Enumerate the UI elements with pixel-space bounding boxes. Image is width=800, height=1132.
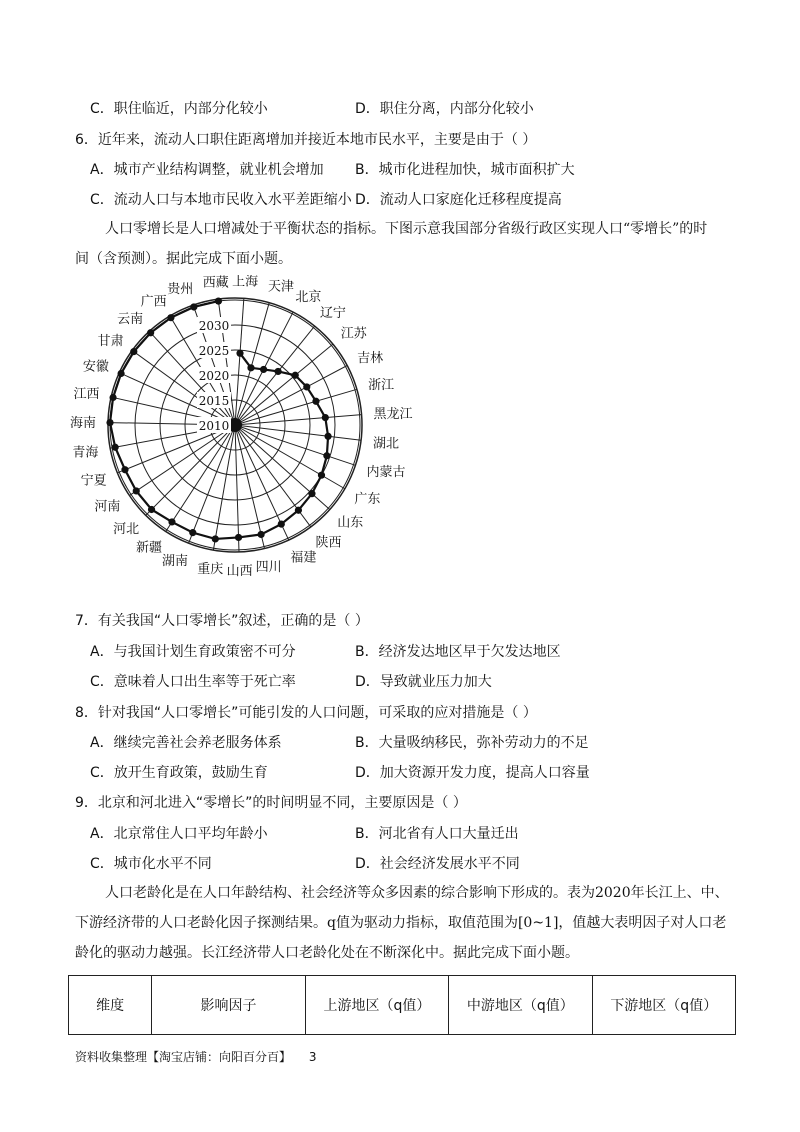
data-point xyxy=(295,507,302,514)
category-label: 青海 xyxy=(72,445,99,461)
radial-tick-label: 2020 xyxy=(198,369,230,383)
data-point xyxy=(189,529,196,536)
data-point xyxy=(133,487,140,494)
data-point xyxy=(106,419,113,426)
category-label: 广东 xyxy=(354,491,381,507)
q8-stem: 8．针对我国“人口零增长”可能引发的人口问题，可采取的应对措施是（ ） xyxy=(75,705,537,721)
category-label: 内蒙古 xyxy=(366,465,406,481)
q7-option-c: C．意味着人口出生率等于死亡率 xyxy=(90,674,296,690)
data-point xyxy=(308,490,315,497)
q9-option-b: B．河北省有人口大量迁出 xyxy=(355,826,519,842)
table-header-cell: 维度 xyxy=(69,976,152,1035)
q7-stem: 7．有关我国“人口零增长”叙述，正确的是（ ） xyxy=(75,613,369,629)
grid-spoke xyxy=(129,425,235,496)
intro1-line1: 人口零增长是人口增减处于平衡状态的指标。下图示意我国部分省级行政区实现人口“零增长”的时 xyxy=(105,221,708,237)
category-label: 贵州 xyxy=(167,282,194,298)
data-point xyxy=(258,531,265,538)
data-point xyxy=(190,303,197,310)
q9-stem: 9．北京和河北进入“零增长”的时间明显不同，主要原因是（ ） xyxy=(75,795,467,811)
category-label: 重庆 xyxy=(197,561,224,577)
data-point xyxy=(260,366,267,373)
data-point xyxy=(109,394,116,401)
q7-option-d: D．导致就业压力加大 xyxy=(355,674,492,690)
category-label: 福建 xyxy=(290,550,317,566)
q6-option-d: D．流动人口家庭化迁移程度提高 xyxy=(355,192,562,208)
category-label: 湖北 xyxy=(372,436,399,452)
data-point xyxy=(322,414,329,421)
q8-option-d: D．加大资源开发力度，提高人口容量 xyxy=(355,765,590,781)
data-point xyxy=(235,534,242,541)
category-label: 天津 xyxy=(268,279,295,295)
category-label: 湖南 xyxy=(162,553,189,569)
category-label: 江苏 xyxy=(340,326,367,342)
table-header-cell: 下游地区（q值） xyxy=(592,976,735,1035)
table-header-row xyxy=(69,976,736,1035)
radial-tick-label: 2030 xyxy=(198,319,230,333)
q9-option-a: A．北京常住人口平均年龄小 xyxy=(90,826,268,842)
category-label: 山西 xyxy=(226,563,253,579)
category-label: 海南 xyxy=(70,416,97,432)
grid-spoke xyxy=(235,425,239,552)
zero-growth-radar-chart xyxy=(55,275,415,585)
table-header-cell: 影响因子 xyxy=(152,976,305,1035)
page-footer xyxy=(75,1048,316,1065)
category-label: 北京 xyxy=(295,290,322,306)
q9-option-d: D．社会经济发展水平不同 xyxy=(355,856,520,872)
table-header-cell: 中游地区（q值） xyxy=(449,976,592,1035)
q7-option-b: B．经济发达地区早于欠发达地区 xyxy=(355,644,561,660)
data-point xyxy=(121,466,128,473)
data-point xyxy=(247,364,254,371)
data-point xyxy=(167,314,174,321)
category-label: 江西 xyxy=(73,387,100,403)
category-label: 黑龙江 xyxy=(373,407,413,423)
category-label: 浙江 xyxy=(368,378,395,394)
q6-option-b: B．城市化进程加快，城市面积扩大 xyxy=(355,162,575,178)
data-point xyxy=(147,329,154,336)
category-label: 西藏 xyxy=(202,275,229,291)
grid-spoke xyxy=(235,425,361,440)
category-label: 陕西 xyxy=(315,535,342,551)
data-point xyxy=(130,348,137,355)
data-point xyxy=(312,398,319,405)
q7-option-a: A．与我国计划生育政策密不可分 xyxy=(90,644,296,660)
grid-spoke xyxy=(235,326,315,425)
data-point xyxy=(168,518,175,525)
category-label: 山东 xyxy=(337,515,364,531)
category-label: 甘肃 xyxy=(97,333,124,349)
grid-spoke xyxy=(235,425,355,465)
radial-tick-label: 2010 xyxy=(198,419,230,433)
q9-option-c: C．城市化水平不同 xyxy=(90,856,212,872)
data-point xyxy=(318,472,325,479)
data-point xyxy=(112,444,119,451)
category-label: 河南 xyxy=(94,499,121,515)
data-point xyxy=(236,350,243,357)
q6-option-c: C．流动人口与本地市民收入水平差距缩小 xyxy=(90,192,352,208)
radial-tick-label: 2015 xyxy=(198,394,230,408)
data-point xyxy=(148,506,155,513)
aging-factor-table xyxy=(68,975,736,1035)
grid-spoke xyxy=(166,425,235,531)
footer-text: 资料收集整理【淘宝店铺：向阳百分百】 xyxy=(75,1050,292,1064)
category-label: 宁夏 xyxy=(80,473,107,489)
data-point xyxy=(117,370,124,377)
q5-option-c: C．职住临近，内部分化较小 xyxy=(90,101,268,117)
data-point xyxy=(275,368,282,375)
data-point xyxy=(324,433,331,440)
grid-spoke xyxy=(189,425,235,543)
intro1-line2: 间（含预测）。据此完成下面小题。 xyxy=(75,251,292,267)
grid-spoke xyxy=(235,425,330,510)
category-label: 广西 xyxy=(140,294,167,310)
category-label: 新疆 xyxy=(135,540,162,556)
grid-spoke xyxy=(235,298,244,425)
q8-option-c: C．放开生育政策，鼓励生育 xyxy=(90,765,268,781)
data-point xyxy=(215,298,222,305)
category-label: 四川 xyxy=(255,560,282,576)
category-label: 云南 xyxy=(117,312,144,328)
radial-tick-label: 2025 xyxy=(198,344,230,358)
table-header-cell: 上游地区（q值） xyxy=(305,976,448,1035)
data-point xyxy=(303,383,310,390)
data-point xyxy=(212,535,219,542)
data-point xyxy=(292,372,299,379)
q8-option-b: B．大量吸纳移民，弥补劳动力的不足 xyxy=(355,735,589,751)
category-label: 河北 xyxy=(113,522,140,538)
grid-spoke xyxy=(235,425,264,549)
q6-stem: 6．近年来，流动人口职住距离增加并接近本地市民水平，主要是由于（ ） xyxy=(75,132,537,148)
category-label: 上海 xyxy=(232,275,259,290)
data-point xyxy=(278,521,285,528)
q8-option-a: A．继续完善社会养老服务体系 xyxy=(90,735,282,751)
q6-option-a: A．城市产业结构调整，就业机会增加 xyxy=(90,162,324,178)
category-label: 吉林 xyxy=(357,351,384,367)
page-number: 3 xyxy=(308,1050,317,1064)
q5-option-d: D．职住分离，内部分化较小 xyxy=(355,101,534,117)
intro2-paragraph: 人口老龄化是在人口年龄结构、社会经济等众多因素的综合影响下形成的。表为2020年长江上、中、下游经济带的人口老龄化因子探测结果。q值为驱动力指标，取值范围为[0~1]，值越大表明因子对人口老龄化的驱动力越强。长江经济带人口老龄化处在不断深化中。据此完成下面小题。 xyxy=(75,885,729,961)
category-label: 安徽 xyxy=(82,359,109,375)
category-label: 辽宁 xyxy=(319,306,346,322)
data-point xyxy=(323,452,330,459)
